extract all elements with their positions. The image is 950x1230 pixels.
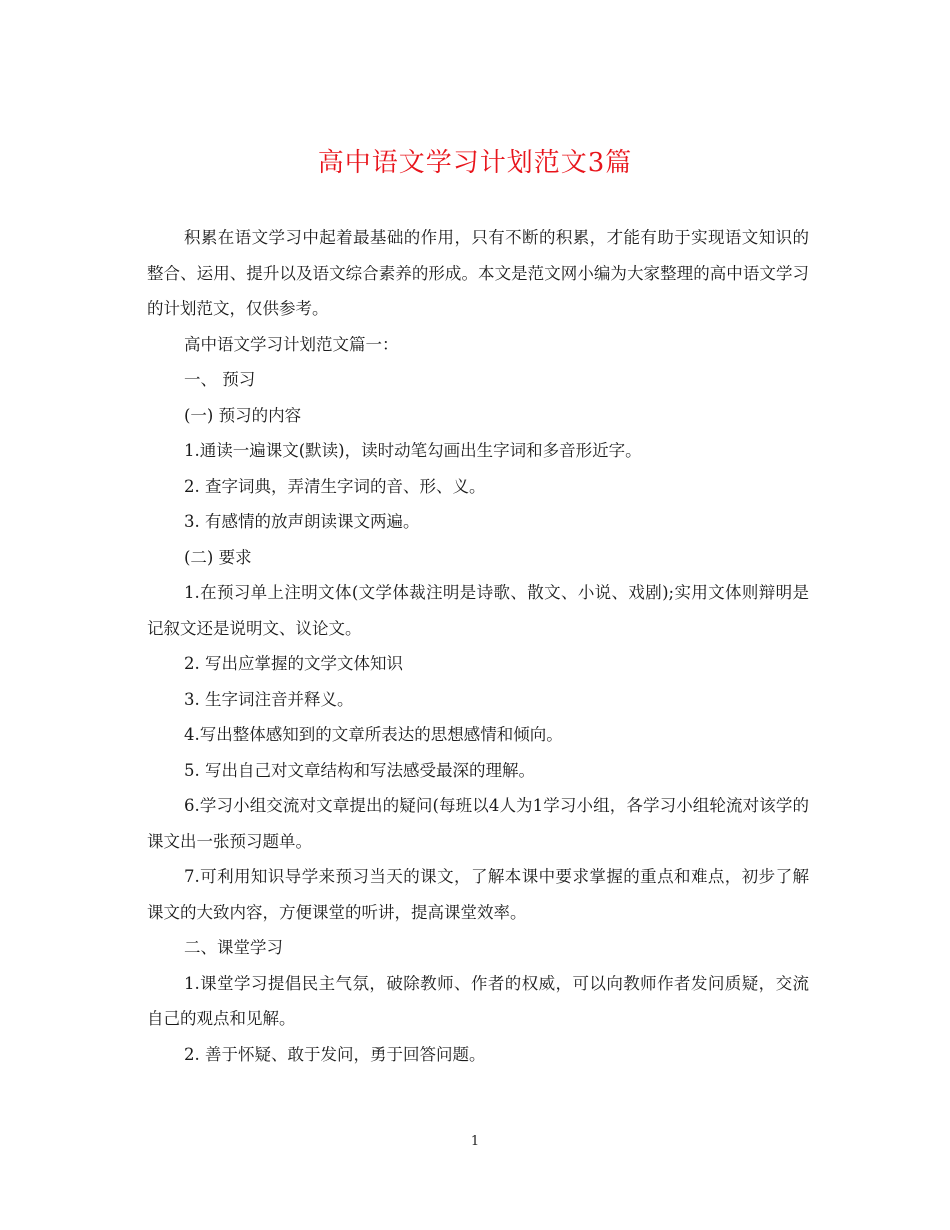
list-item: 1.通读一遍课文(默读)，读时动笔勾画出生字词和多音形近字。: [184, 441, 642, 460]
list-item: 5. 写出自己对文章结构和写法感受最深的理解。: [184, 760, 535, 780]
subsection-heading-requirements: (二) 要求: [184, 547, 252, 567]
subsection-heading-preview-content: (一) 预习的内容: [184, 405, 302, 425]
list-item: 2. 善于怀疑、敢于发问，勇于回答问题。: [184, 1044, 486, 1064]
list-item: 1.课堂学习提倡民主气氛，破除教师、作者的权威，可以向教师作者发问质疑，交流自己的观点和见解。: [147, 973, 809, 1028]
document-title: 高中语文学习计划范文3篇: [317, 148, 633, 178]
list-item: 2. 查字词典，弄清生字词的音、形、义。: [184, 476, 486, 496]
list-item: 2. 写出应掌握的文学文体知识: [184, 654, 403, 673]
document-body: [147, 220, 809, 1072]
list-item: 4.写出整体感知到的文章所表达的思想感情和倾向。: [184, 725, 563, 744]
paragraph-plan-one-heading: 高中语文学习计划范文篇一：: [184, 334, 399, 354]
list-item: 7.可利用知识导学来预习当天的课文，了解本课中要求掌握的重点和难点，初步了解课文的大致内容，方便课堂的听讲，提高课堂效率。: [147, 867, 809, 922]
list-item: 3. 生字词注音并释义。: [184, 689, 354, 709]
section-heading-preview: 一、 预习: [184, 370, 256, 389]
list-item: 6.学习小组交流对文章提出的疑问(每班以4人为1学习小组，各学习小组轮流对该学的课文出一张预习题单。: [147, 796, 809, 851]
list-item: 3. 有感情的放声朗读课文两遍。: [184, 512, 420, 531]
list-item: 1.在预习单上注明文体(文学体裁注明是诗歌、散文、小说、戏剧);实用文体则辩明是记叙文还是说明文、议论文。: [147, 583, 809, 638]
section-heading-classroom: 二、课堂学习: [184, 938, 283, 957]
paragraph-intro: 积累在语文学习中起着最基础的作用，只有不断的积累，才能有助于实现语文知识的整合、运用、提升以及语文综合素养的形成。本文是范文网小编为大家整理的高中语文学习的计划范文，仅供参考。: [147, 228, 809, 318]
page-number: 1: [470, 1134, 480, 1149]
